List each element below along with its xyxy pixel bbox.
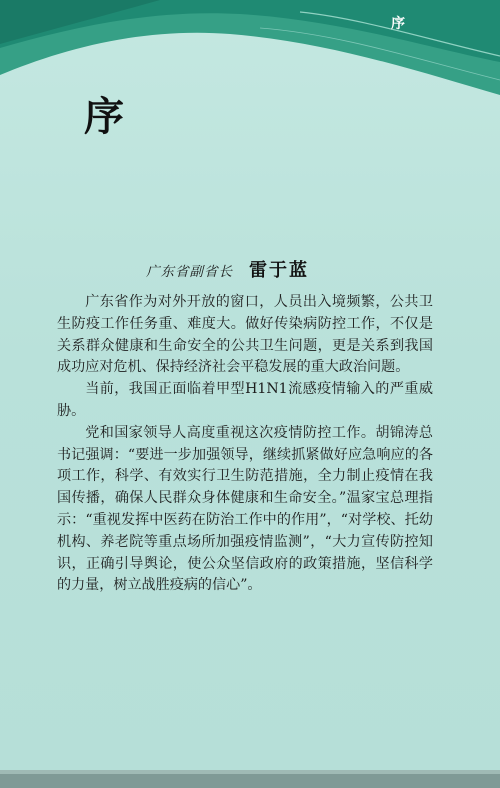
paragraph: 党和国家领导人高度重视这次疫情防控工作。胡锦涛总书记强调：“要进一步加强领导，继续抓紧做好应急响应的各项工作，科学、有效实行卫生防范措施，全力制止疫情在我国传播，确保人民群众身体健康和生命安全。”温家宝总理指示：“重视发挥中医药在防治工作中的作用”，“对学校、托幼机构、养老院等重点场所加强疫情监测”，“大力宣传防控知识，正确引导舆论，使公众坚信政府的政策措施，坚信科学的力量，树立战胜疫病的信心”。 [57,424,433,594]
author-role: 广东省副省长 [146,264,233,280]
author-line [146,256,309,286]
page-title: 序 [84,93,124,140]
page-header-label: 序 [391,16,405,32]
author-signature: 雷于蓝 [249,260,309,281]
paragraph: 广东省作为对外开放的窗口，人员出入境频繁，公共卫生防疫工作任务重、难度大。做好传染病防控工作，不仅是关系群众健康和生命安全的公共卫生问题，更是关系到我国成功应对危机、保持经济社会平稳发展的重大政治问题。 [57,294,433,376]
paragraph: 当前，我国正面临着甲型H1N1流感疫情输入的严重威胁。 [57,381,433,419]
body-text [57,292,433,597]
header-wave-decoration [0,0,500,115]
bottom-edge-strip [0,774,500,788]
